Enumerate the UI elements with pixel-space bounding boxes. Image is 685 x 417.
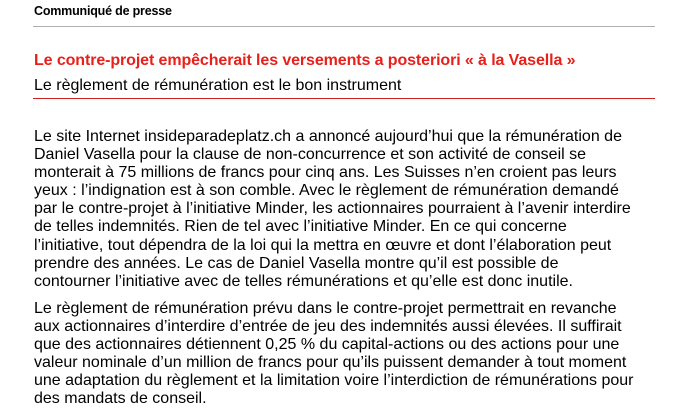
article-body bbox=[34, 128, 674, 417]
subheadline: Le règlement de rémunération est le bon instrument bbox=[34, 77, 402, 94]
headline: Le contre-projet empêcherait les versements a posteriori « à la Vasella » bbox=[34, 52, 576, 69]
paragraph-line: valeur nominale d’un million de francs pour qu’ils puissent demander à tout moment bbox=[34, 354, 627, 372]
paragraph-line: contourner l’initiative avec de telles rémunérations et qu’elle est donc inutile. bbox=[34, 272, 573, 290]
paragraph-2 bbox=[34, 300, 674, 409]
paragraph-line: par le contre-projet à l’initiative Minder, les actionnaires pourraient à l’avenir interdire bbox=[34, 200, 631, 218]
paragraph-line: Daniel Vasella pour la clause de non-concurrence et son activité de conseil se bbox=[34, 146, 587, 164]
document-type-label: Communiqué de presse bbox=[34, 4, 172, 18]
paragraph-line: l’initiative, tout dépendra de la loi qui la mettra en œuvre et dont l’élaboration peut bbox=[34, 236, 612, 254]
paragraph-line: que des actionnaires détiennent 0,25 % du capital-actions ou des actions pour une bbox=[34, 336, 620, 354]
paragraph-line: yeux : l’indignation est à son comble. Avec le règlement de rémunération demandé bbox=[34, 182, 619, 200]
paragraph-line: monterait à 75 millions de francs pour cinq ans. Les Suisses n’en croient pas leurs bbox=[34, 164, 617, 182]
paragraph-1 bbox=[34, 128, 674, 291]
paragraph-line: une adaptation du règlement et la limitation voire l’interdiction de rémunérations pour bbox=[34, 372, 634, 390]
paragraph-line: prendre des années. Le cas de Daniel Vasella montre qu’il est possible de bbox=[34, 254, 559, 272]
paragraph-line: Le site Internet insideparadeplatz.ch a annoncé aujourd’hui que la rémunération de bbox=[34, 128, 622, 145]
paragraph-line: aux actionnaires d’interdire d’entrée de jeu des indemnités aussi élevées. Il suffirait bbox=[34, 317, 622, 335]
paragraph-line: de telles indemnités. Rien de tel avec l’initiative Minder. En ce qui concerne bbox=[34, 218, 567, 236]
paragraph-line: des mandats de conseil. bbox=[34, 390, 207, 408]
header-divider bbox=[33, 26, 655, 27]
subheadline-divider bbox=[33, 98, 655, 99]
paragraph-line: Le règlement de rémunération prévu dans le contre-projet permettrait en revanche bbox=[34, 299, 617, 317]
